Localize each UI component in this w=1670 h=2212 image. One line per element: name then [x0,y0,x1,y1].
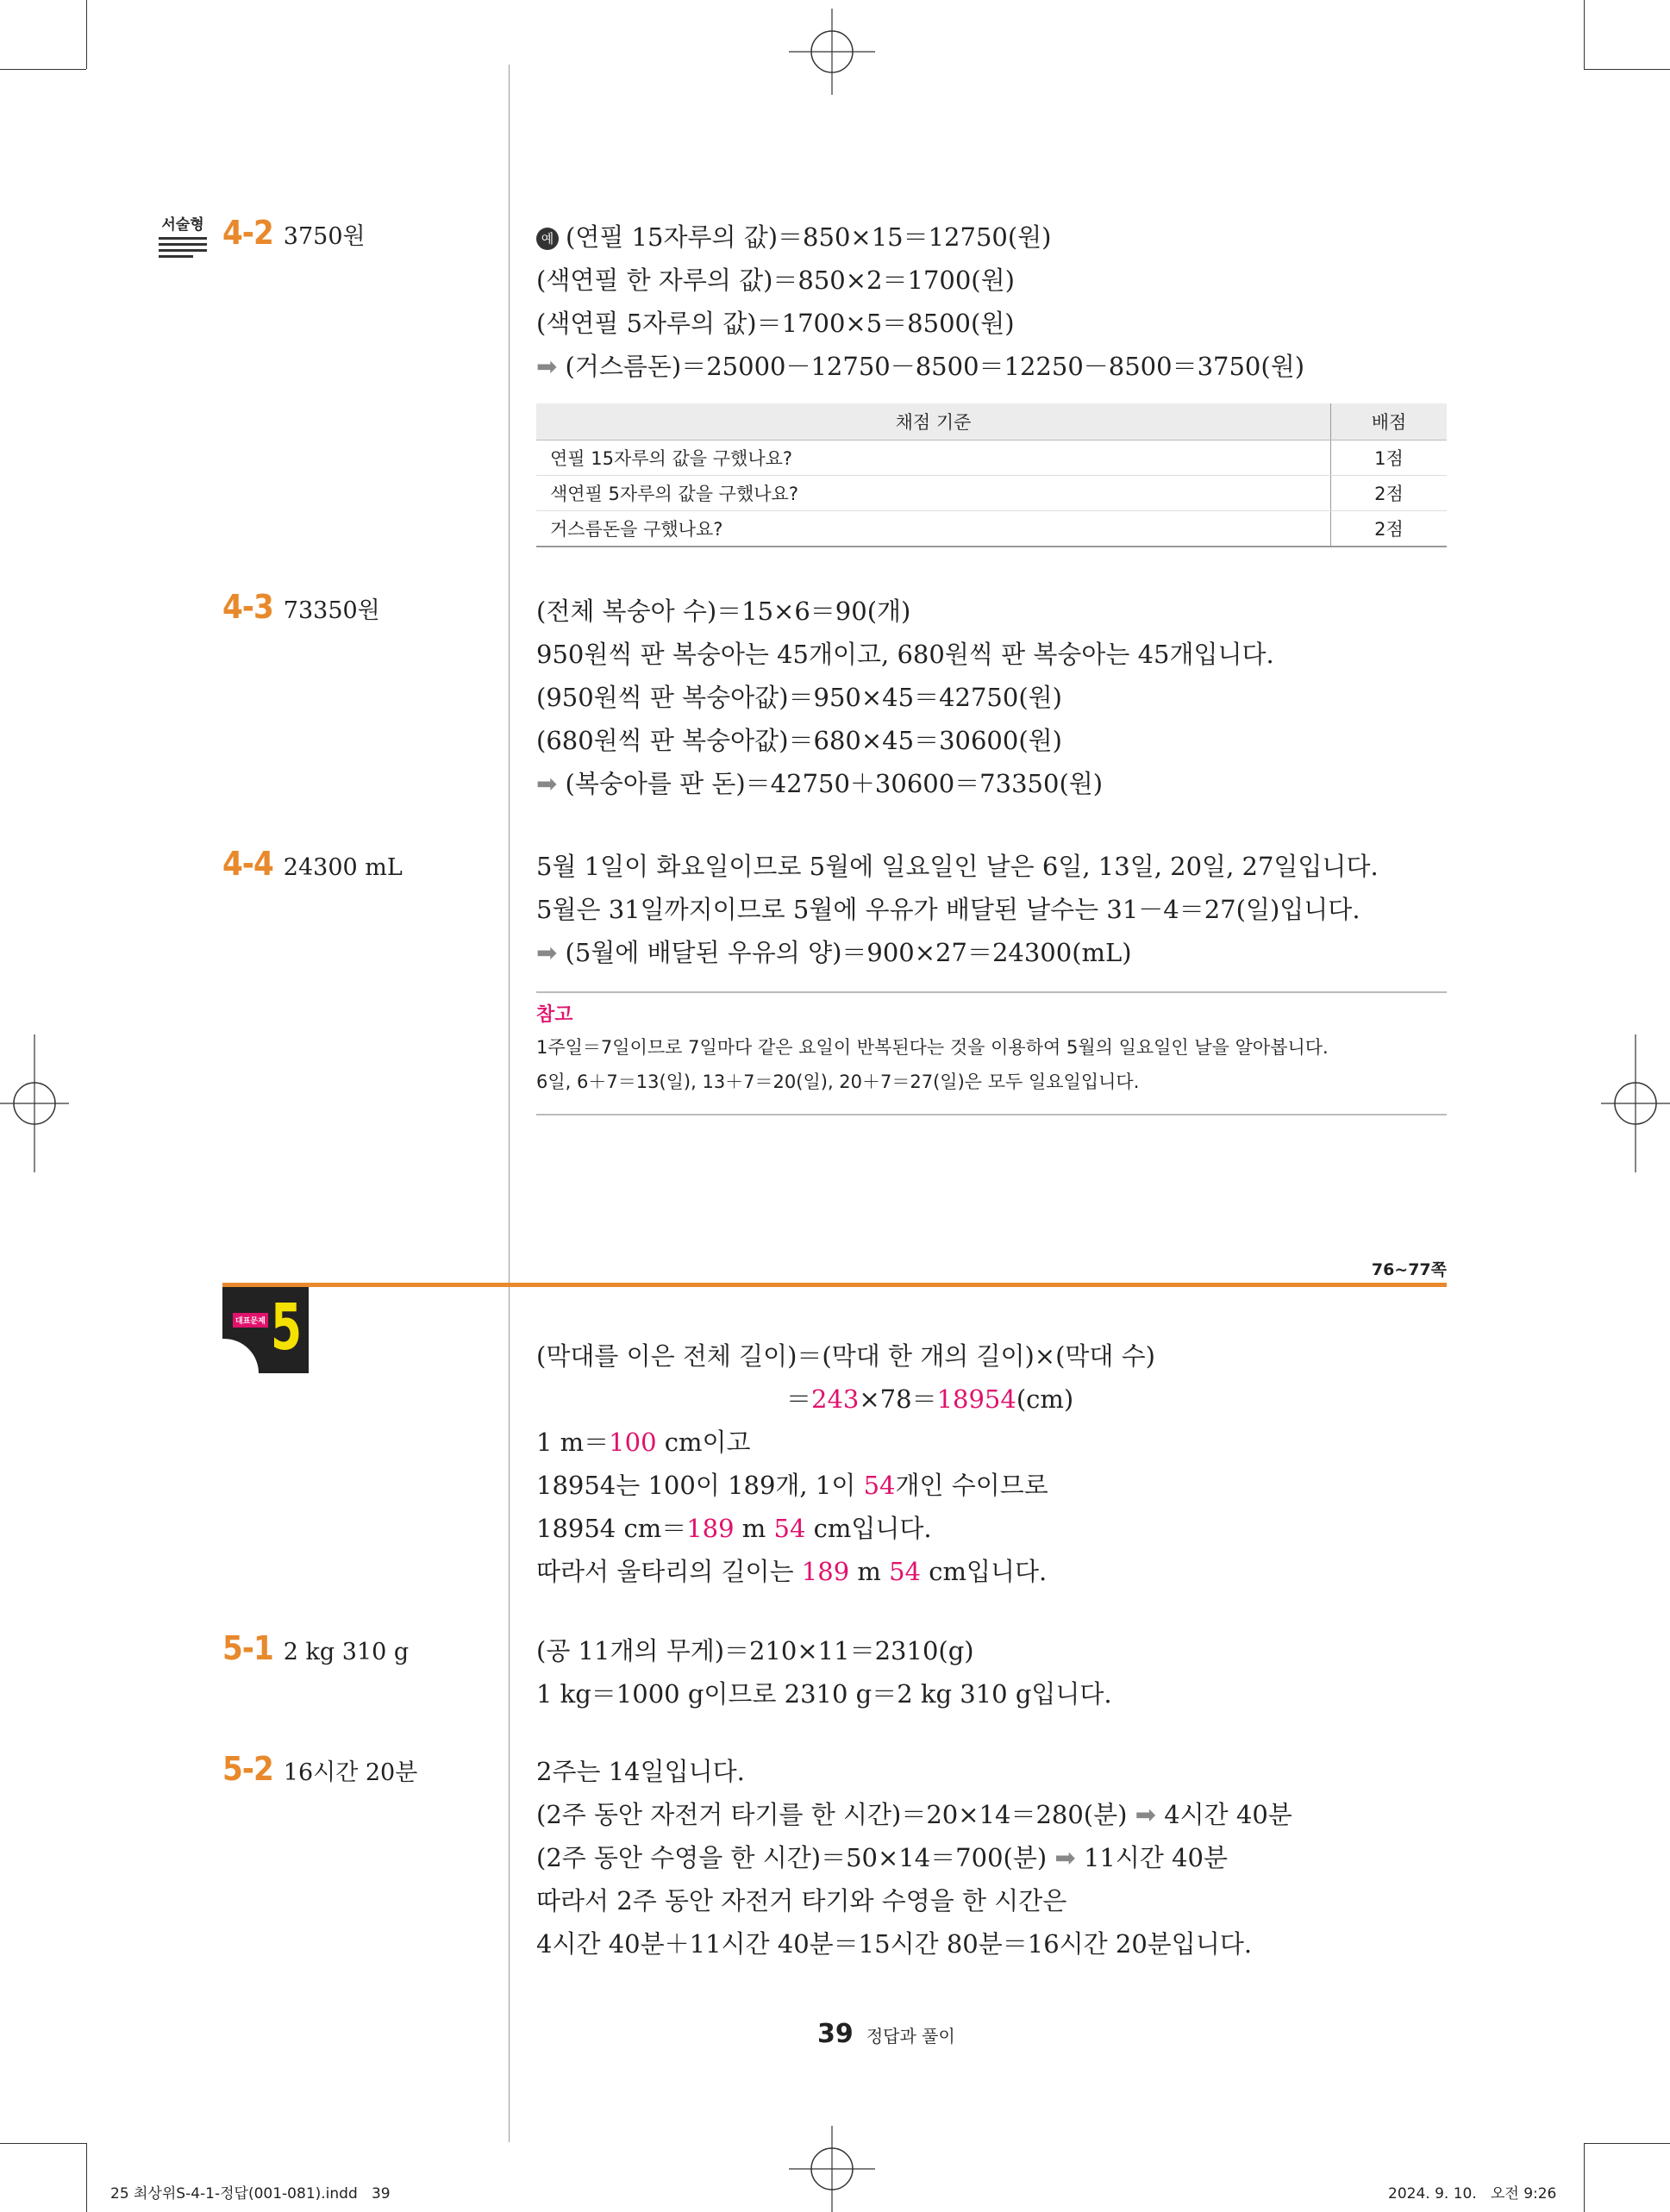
problem-answer: 24300 mL [283,854,403,881]
solution-4-3 [536,590,1274,805]
scoring-table [536,403,1447,547]
page-range: 76~77쪽 [1371,1260,1447,1279]
section-divider [222,1283,1447,1287]
scoring-header-criteria: 채점 기준 [536,403,1331,441]
scoring-points: 2점 [1331,511,1448,547]
problem-answer: 2 kg 310 g [283,1639,410,1665]
highlighted-value: 100 [609,1428,657,1457]
problem-number: 4-3 [222,588,273,626]
problem-number: 5-2 [222,1750,273,1788]
scoring-criteria: 연필 15자루의 값을 구했나요? [536,441,1331,476]
solution-line: 예 (연필 15자루의 값)＝850×15＝12750(원) [536,216,1304,259]
solution-line: ➡ (복숭아를 판 돈)＝42750＋30600＝73350(원) [536,769,1104,798]
solution-line: (막대를 이은 전체 길이)＝(막대 한 개의 길이)×(막대 수) [536,1341,1155,1371]
highlighted-value: 189 [801,1557,850,1586]
crop-mark [86,0,87,69]
problem-answer: 16시간 20분 [283,1759,418,1786]
note-line: 6일, 6＋7＝13(일), 13＋7＝20(일), 20＋7＝27(일)은 모두 일요일입니다. [536,1072,1140,1092]
scoring-criteria: 색연필 5자루의 값을 구했나요? [536,476,1331,511]
essay-badge-label: 서술형 [161,216,204,234]
page-footer [817,2019,955,2049]
solution-line: (공 11개의 무게)＝210×11＝2310(g) [536,1636,974,1665]
registration-mark-icon [785,9,879,103]
representative-problem-badge [222,1287,309,1373]
crop-mark [1584,2143,1670,2144]
problem-number: 4-4 [222,845,273,883]
highlighted-value: 54 [773,1514,806,1543]
crop-mark [86,2143,87,2212]
crop-mark [1584,69,1670,70]
essay-badge [159,212,207,258]
problem-heading [222,845,403,883]
highlighted-value: 189 [686,1514,735,1543]
arrow-right-icon: ➡ [536,938,558,967]
solution-4-2 [536,216,1304,388]
crop-mark [0,69,86,70]
problem-heading [222,588,380,626]
solution-line: 2주는 14일입니다. [536,1757,745,1786]
solution-line: ＝243×78＝18954(cm) [786,1384,1074,1414]
note-line: 1주일＝7일이므로 7일마다 같은 요일이 반복된다는 것을 이용하여 5월의 일요일인 날을 알아봅니다. [536,1037,1329,1058]
example-mark: 예 [536,228,559,250]
lines-icon [159,237,207,258]
solution-line: 1 kg＝1000 g이므로 2310 g＝2 kg 310 g입니다. [536,1679,1112,1709]
solution-line: (950원씩 판 복숭아값)＝950×45＝42750(원) [536,683,1062,712]
solution-line: (전체 복숭아 수)＝15×6＝90(개) [536,597,911,626]
badge-label: 대표문제 [233,1313,268,1328]
arrow-right-icon: ➡ [1054,1843,1076,1872]
scoring-row [536,511,1447,547]
crop-mark [0,2143,86,2144]
problem-answer: 73350원 [283,597,380,624]
solution-5-2 [536,1750,1292,1965]
scoring-row [536,476,1447,511]
note-title: 참고 [536,1004,573,1026]
highlighted-value: 18954 [936,1384,1016,1414]
scoring-criteria: 거스름돈을 구했나요? [536,511,1331,547]
solution-5 [536,1334,1155,1593]
page-number: 39 [817,2019,854,2049]
crop-mark [1584,0,1585,69]
badge-number: 5 [271,1290,303,1365]
solution-line: 따라서 2주 동안 자전거 타기와 수영을 한 시간은 [536,1886,1067,1915]
solution-line: 5월 1일이 화요일이므로 5월에 일요일인 날은 6일, 13일, 20일, 27일입니다. [536,852,1379,881]
page-label: 정답과 풀이 [866,2026,955,2046]
note-box [536,991,1447,1115]
registration-mark-icon [785,2126,879,2212]
print-timestamp: 2024. 9. 10. 오전 9:26 [1388,2185,1557,2203]
problem-heading [222,1750,417,1788]
registration-mark-icon [1601,1034,1670,1172]
scoring-points: 2점 [1331,476,1448,511]
problem-heading [222,1629,409,1667]
solution-line: 18954 cm＝189 m 54 cm입니다. [536,1514,932,1543]
solution-line: (2주 동안 자전거 타기를 한 시간)＝20×14＝280(분) ➡ 4시간 40분 [536,1800,1292,1829]
solution-line: (680원씩 판 복숭아값)＝680×45＝30600(원) [536,726,1062,755]
solution-line: 950원씩 판 복숭아는 45개이고, 680원씩 판 복숭아는 45개입니다. [536,640,1274,669]
problem-heading [222,214,366,252]
solution-line: (2주 동안 수영을 한 시간)＝50×14＝700(분) ➡ 11시간 40분 [536,1843,1229,1872]
solution-line: 5월은 31일까지이므로 5월에 우유가 배달된 날수는 31－4＝27(일)입니다. [536,895,1360,924]
highlighted-value: 54 [863,1471,896,1500]
file-info: 25 최상위S-4-1-정답(001-081).indd 39 [110,2185,391,2203]
solution-line: 4시간 40분＋11시간 40분＝15시간 80분＝16시간 20분입니다. [536,1929,1253,1959]
scoring-row [536,441,1447,476]
problem-answer: 3750원 [283,223,366,250]
solution-line: ➡ (5월에 배달된 우유의 양)＝900×27＝24300(mL) [536,938,1132,967]
solution-line: (색연필 한 자루의 값)＝850×2＝1700(원) [536,266,1015,295]
solution-line: ➡ (거스름돈)＝25000－12750－8500＝12250－8500＝3750(원) [536,352,1305,381]
solution-5-1 [536,1629,1112,1715]
scoring-header-points: 배점 [1331,403,1448,441]
solution-line: 따라서 울타리의 길이는 189 m 54 cm입니다. [536,1557,1048,1586]
solution-line: (색연필 5자루의 값)＝1700×5＝8500(원) [536,309,1015,338]
scoring-points: 1점 [1331,441,1448,476]
solution-line: 1 m＝100 cm이고 [536,1428,751,1457]
arrow-right-icon: ➡ [536,352,558,381]
column-divider [509,65,510,2142]
highlighted-value: 54 [889,1557,921,1586]
highlighted-value: 243 [811,1384,860,1414]
solution-4-4 [536,845,1379,974]
problem-number: 4-2 [222,214,273,252]
crop-mark [1584,2143,1585,2212]
arrow-right-icon: ➡ [1135,1800,1156,1829]
problem-number: 5-1 [222,1629,273,1667]
solution-line: 18954는 100이 189개, 1이 54개인 수이므로 [536,1471,1048,1500]
arrow-right-icon: ➡ [536,769,558,798]
registration-mark-icon [0,1034,69,1172]
